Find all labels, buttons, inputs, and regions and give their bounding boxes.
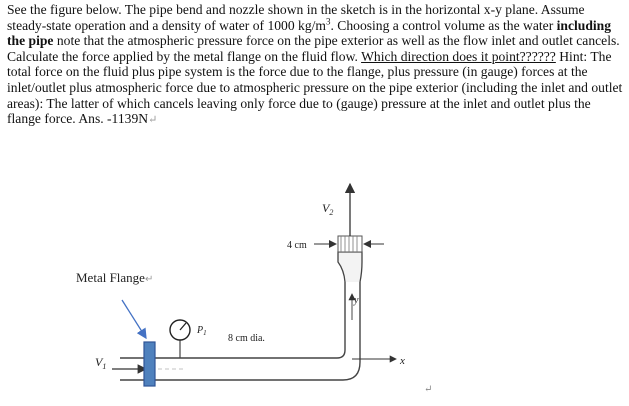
flange-label: Metal Flange↵ xyxy=(76,270,154,285)
problem-text-3: Hint: The total force on the fluid plus pipe system is the force due to the flange, plus pressure (in gauge) forces at the inlet/outlet plus atmospheric force due to atmospheric pressure on the pipe exterior (including the inlet and outlet areas): The latter of which cancels leaving only force due to (gauge) pressure at the inlet and outlet plus the flange force. Ans. -1139N xyxy=(7,48,623,127)
paragraph-mark: ↵ xyxy=(148,114,158,127)
direction-question: Which direction does it point?????? xyxy=(361,48,556,64)
bold-phrase: including the pipe xyxy=(7,17,612,49)
v1-label: $V_1$ xyxy=(95,355,107,371)
problem-text-2a: . Choosing a control volume as the water xyxy=(330,17,557,33)
pipe-body xyxy=(120,252,362,380)
v2-label: $V_2$ xyxy=(322,201,334,217)
density-exponent: 3 xyxy=(325,16,331,27)
problem-text-1: See the figure below. The pipe bend and nozzle shown in the sketch is in the horizontal x-y plane. Assume steady-state operation and a density of water of 1000 kg/m xyxy=(7,2,585,33)
pressure-gauge-icon xyxy=(170,320,190,358)
nozzle-outlet xyxy=(338,236,362,252)
flange-pointer-arrow xyxy=(122,300,146,338)
nozzle-diameter-label: 4 cm xyxy=(287,240,307,251)
x-axis-label: x xyxy=(400,355,405,367)
problem-text-2b: note that the atmospheric pressure force on the pipe exterior as well as the flow inlet and outlet cancels. Calculate the force applied by the metal flange on the fluid flow. xyxy=(7,33,620,64)
pipe-diameter-label: 8 cm dia. xyxy=(228,333,265,344)
p1-label: $P_1$ xyxy=(197,325,207,337)
return-glyph: ↵ xyxy=(424,384,433,395)
metal-flange xyxy=(144,342,155,386)
y-axis-label: y xyxy=(354,295,359,306)
